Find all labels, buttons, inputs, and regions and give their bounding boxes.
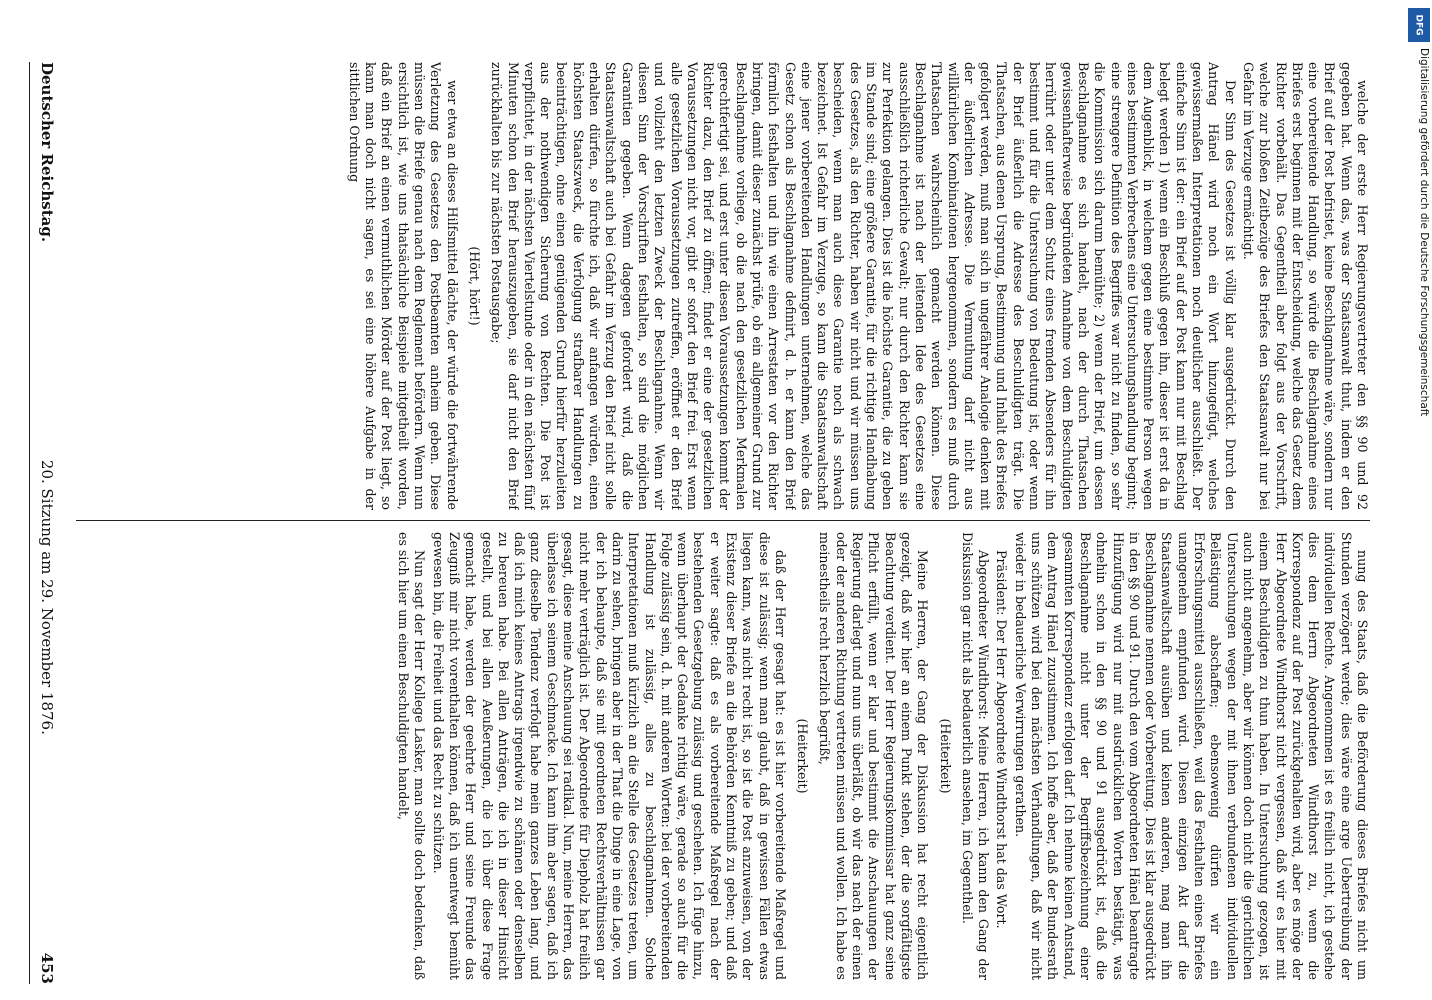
paragraph: nung des Staats, daß die Beförderung dieses Briefes nicht um Stunden verzögert werde; dies wäre eine arge Uebertreibung der individuellen Rechte. Angenommen ist es freilich nicht, ich gestehe dies dem Herrn Abgeordneten Windthorst zu, wenn die Korrespondenz auf der Post zurückgehalten wird, aber es möge der Herr Abgeordnete Windthorst nicht vergessen, daß wir es hier mit einem Beschuldigten zu thun haben. In Untersuchung gezogen, ist auch nicht angenehm, aber wir können doch nicht die gerichtlichen Untersuchungen wegen der mit ihnen verbundenen individuellen Belästigung abschaffen; ebensowenig dürfen wir ein Erforschungsmittel ausschließen, weil das Festhalten eines Briefes unangenehm empfunden wird. Diesen einzigen Akt darf die Staatsanwaltschaft ausüben und keinen anderen, mag man ihn Beschlagnahme nennen oder Vorbereitung. Dies ist klar ausgedrückt in den §§ 90 und 91. Durch den vom Abgeordneten Hänel beantragte Hinzufügung wird nur mit ausdrücklichen Worten bestätigt, was ohnehin schon in den §§ 90 und 91 ausgedrückt ist, daß die Beschlagnahme nicht unter der Begriffsbezeichnung einer gesammten Korrespondenz erfolgen darf. Ich nehme keinen Anstand, dem Antrag Hänel zuzustimmen. Ich hoffe aber, daß der Bundesrath uns schützen wird bei den nächsten Verhandlungen, daß wir nicht wieder in bedauerliche Verwirrungen gerathen. [1012, 532, 1370, 980]
paragraph: wer etwa an dieses Hilfsmittel dächte, der würde die fortwährende Verletzung des Gesetzes den Postbeamten anheim geben. Diese müssen die Briefe genau nach dem Reglement befördern. Wenn nun ersichtlich ist, wie uns thatsächliche Beispiele mitgetheilt worden, daß ein Brief an einen vermuthlichen Mörder auf der Post liegt, so kann man doch nicht sagen, es sei eine höhere Aufgabe in der sittlichen Ordnung [346, 62, 460, 510]
paragraph: Der Sinn des Gesetzes ist völlig klar ausgedrückt. Durch den Antrag Hänel wird noch ein Wort hinzugefügt, welches gewissermaßen Interpretationen noch deutlicher ausschließt. Der einfache Sinn ist der: ein Brief auf der Post kann nur mit Beschlag belegt werden 1) wenn ein Beschluß gegen ihn, dieser ist erst da in dem Augenblick, in welchem gegen eine bestimmte Person wegen eines bestimmten Verbrechens eine Untersuchungshandlung beginnt; eine strengere Definition des Begriffes war nicht zu finden, so sehr die Kommission sich darum bemühte; 2) wenn der Brief, um dessen Beschlagnahme es sich handelt, nach der durch Thatsachen gewissenhafterweise begründeten Annahme von dem Beschuldigten herrührt oder unter dem Schutz eines fremden Absenders für ihn bestimmt und für die Untersuchung von Bedeutung ist, oder wenn der Brief äußerlich die Adresse des Beschuldigten trägt. Die Thatsachen, aus denen Ursprung, Bestimmung und Inhalt des Briefes gefolgert werden, muß man sich in ungefährer Analogie denken mit der äußerlichen Adresse. Die Vermuthung darf nicht aus willkürlichen Kombinationen hergenommen, sondern es muß durch Thatsachen wahrscheinlich gemacht werden können. Diese Beschlagnahme ist nach der leitenden Idee des Gesetzes eine ausschließlich richterliche Gewalt; nur durch den Richter kann sie zur Perfektion gelangen. Dies ist die höchste Garantie, die zu geben im Stande sind; eine größere Garantie, für die richtige Handhabung des Gesetzes, als den Richter, haben wir nicht und wir müssen uns bescheiden, wenn man auch diese Garantie noch als schwach bezeichnet. Ist Gefahr im Verzuge, so kann die Staatsanwaltschaft eine jener vorbereitenden Handlungen unternehmen, welche das Gesetz schon als Beschlagnahme definirt, d. h. er kann den Brief förmlich festhalten und ihn wie einen Arrestaten vor den Richter bringen, damit dieser zunächst prüfe, ob ein allgemeiner Grund zur Beschlagnahme vorliege, ob die nach den gesetzlichen Merkmalen gerechtfertigt sei, und erst unter diesen Voraussetzungen kommt der Richter dazu, den Brief zu öffnen; findet er eine der gesetzlichen Voraussetzungen nicht vor, gibt er sofort den Brief frei. Erst wenn alle gesetzlichen Voraussetzungen zutreffen, eröffnet er den Brief und vollzieht den letzten Zweck der Beschlagnahme. Wenn wir diesen Sinn der Vorschriften festhalten, so sind die möglichen Garantien gegeben. Wenn dagegen gefordert wird, daß die Staatsanwaltschaft auch bei Gefahr im Verzug den Brief nicht solle erhalten dürfen, so fürchte ich, daß wir anfangen würden, einen höchsten Staatszweck, die Verfolgung strafbarer Handlungen zu beeinträchtigen, ohne einen genügenden Grund hierfür herzuleiten aus der nothwendigen Sicherung von Rechten. Die Post ist verpflichtet, in der nächsten Viertelstunde oder in den nächsten fünf Minuten schon den Brief herauszugeben, sie darf nicht den Brief zurückhalten bis zur nächsten Postausgabe; [489, 62, 1238, 510]
paragraph: Meine Herren, der Gang der Diskussion hat recht eigentlich gezeigt, daß wir hier an einem Punkt stehen, der die sorgfältigste Beachtung verdient. Der Herr Regierungskommissar hat ganz seine Pflicht erfüllt, wenn er klar und bestimmt die Anschauungen der Regierung darlegt und nun uns überläßt, ob wir das nach der einen oder der anderen Richtung vertreten müssen und wollen. Ich habe es meinestheils recht herzlich begrüßt, [817, 532, 931, 980]
header-page-number: 453 [38, 952, 56, 984]
paragraph-speaker: Abgeordneter Windthorst: Meine Herren, ich kann den Gang der Diskussion gar nicht als bedauerlich ansehen, im Gegentheil. [959, 532, 992, 980]
paragraph-president: Präsident: Der Herr Abgeordnete Windthorst hat das Wort. [994, 550, 1010, 929]
right-column [76, 532, 1370, 980]
header-session-date: 20. Sitzung am 29. November 1876. [38, 459, 56, 735]
left-column [76, 62, 1370, 510]
page-header [29, 62, 64, 984]
header-journal-title: Deutscher Reichstag. [38, 62, 56, 243]
interjection: (Heiterkeit) [795, 718, 811, 794]
paragraph: Nun sagt der Herr Kollege Lasker, man sollte doch bedenken, daß es sich hier um einen Beschuldigten handelt, [396, 532, 428, 980]
text-columns [76, 62, 1370, 984]
digitization-credit [1404, 8, 1430, 568]
digitization-credit-text: Digitalisierung gefördert durch die Deutsche Forschungsgemeinschaft [1418, 48, 1430, 417]
dfg-logo-icon: DFG [1408, 8, 1430, 42]
interjection: (Heiterkeit) [937, 718, 953, 794]
interjection: (Hört, hört!) [466, 246, 482, 326]
paragraph: welche der erste Herr Regierungsvertreter den §§ 90 und 92 gegeben hat. Wenn das, was der Staatsanwalt thut, indem er den Brief auf der Post befristet, keine Beschlagnahme wäre, sondern nur eine vorbereitende Handlung, so würde die Beschlagnahme eines Briefes erst beginnen mit der Entscheidung, welche das Gesetz dem Richter vorbehält. Das Gegentheil aber folgt aus der Vorschrift, welche zur bloßen Zeitbezüge des Briefes den Staatsanwalt nur bei Gefahr im Verzuge ermächtigt. [1240, 62, 1370, 510]
paragraph: daß der Herr gesagt hat: es ist hier vorbereitende Maßregel und diese ist zulässig; wenn man glaubt, daß in gewissen Fällen etwas liegen kann, was nicht recht ist, so ist die Post anzuweisen, von der Existenz dieser Briefe an die Behörden Kenntniß zu geben; und daß er weiter sagte: daß es als vorbereitende Maßregel nach der bestehenden Gesetzgebung zulässig und geschehen. Ich füge hinzu, wenn überhaupt der Gedanke richtig wäre, gerade so auch für die Folge zulässig sein, d. h. mit anderen Worten: bei der vorbereitenden Handlung ist zulässig, alles zu beschlagnahmen. Solche Interpretationen muß kürzlich an die Stelle des Gesetzes treten, um darin zu sehen, bringen aber in der That die Dinge in eine Lage, von der ich behaupte, daß sie mit geordneten Rechtsverhältnissen gar nicht mehr verträglich ist. Der Abgeordnete für Diepholz hat freilich gesagt, diese meine Anschauung sei radikal. Nun, meine Herren, das überlasse ich seinem Geschmacke. Ich kann ihm aber sagen, daß ich ganz dieselbe Tendenz verfolgt habe mein ganzes Leben lang, und daß ich mich keines Antrags irgendwie zu schämen oder denselben zu bereuen habe. Bei allen Anträgen, die ich in dieser Hinsicht gestellt, und bei allen Aeußerungen, die ich über diese Frage gemacht habe, werden der geehrte Herr und seine Freunde das Zeugniß mir nicht vorenthalten können, daß ich unentwegt bemüht gewesen bin, die Freiheit und das Recht zu schützen. [430, 532, 788, 980]
column-divider [76, 520, 1370, 521]
